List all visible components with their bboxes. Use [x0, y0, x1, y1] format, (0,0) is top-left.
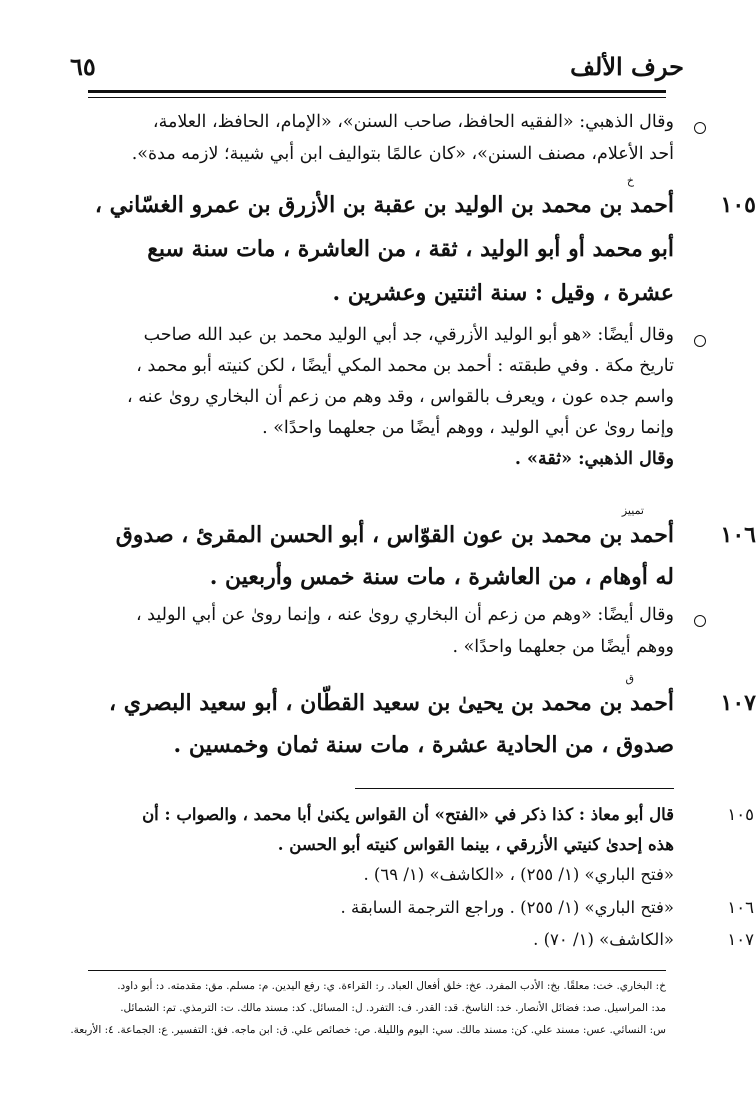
footnote-line: «فتح الباري» (١/ ٢٥٥) ، «الكاشف» (١/ ٦٩) . — [363, 865, 674, 884]
quote-line: وقال الذهبي: «ثقة» . — [514, 449, 674, 469]
entry-line: أبو محمد أو أبو الوليد ، ثقة ، من العاشرة ، مات سنة سبع — [147, 236, 674, 262]
quote-line: وقال أيضًا: «وهم من زعم أن البخاري روىٰ عنه ، وإنما روىٰ عن أبي الوليد ، — [135, 605, 674, 625]
entry-number: ١٠٥ — [720, 192, 756, 218]
circle-bullet-icon — [694, 122, 706, 134]
footnote-line: «الكاشف» (١/ ٧٠) . — [533, 930, 674, 949]
page-number: ٦٥ — [70, 52, 96, 81]
quote-line: وإنما روىٰ عن أبي الوليد ، ووهم أيضًا من جعلهما واحدًا» . — [262, 418, 674, 438]
quote-line: أحد الأعلام، مصنف السنن»، «كان عالمًا بتواليف ابن أبي شيبة؛ لازمه مدة». — [131, 144, 674, 164]
quote-line: وقال الذهبي: «الفقيه الحافظ، صاحب السنن»، «الإمام، الحافظ، العلامة، — [152, 112, 674, 132]
entry-line: صدوق ، من الحادية عشرة ، مات سنة ثمان وخمسين . — [173, 732, 674, 758]
quote-line: وقال أيضًا: «هو أبو الوليد الأزرقي، جد أبي الوليد محمد بن عبد الله صاحب — [143, 325, 674, 345]
footnote-number: ١٠٧ — [727, 930, 754, 949]
circle-bullet-icon — [694, 615, 706, 627]
entry-line: له أوهام ، من العاشرة ، مات سنة خمس وأربعين . — [209, 564, 674, 590]
header-rule-thin — [88, 97, 666, 98]
quote-line: واسم جده عون ، ويعرف بالقواس ، وقد وهم من زعم أن البخاري روىٰ عنه ، — [127, 387, 674, 407]
circle-bullet-icon — [694, 335, 706, 347]
footnote-line: قال أبو معاذ : كذا ذكر في «الفتح» أن القواس يكنىٰ أبا محمد ، والصواب : أن — [142, 805, 674, 824]
source-marker: تمييز — [621, 504, 644, 517]
abbreviations-rule — [88, 970, 666, 971]
footnote-rule — [355, 788, 674, 789]
entry-line: أحمد بن محمد بن الوليد بن عقبة بن الأزرق بن عمرو الغسّاني ، — [94, 192, 674, 218]
quote-line: تاريخ مكة . وفي طبقته : أحمد بن محمد المكي أيضًا ، لكن كنيته أبو محمد ، — [136, 356, 674, 376]
footnote-number: ١٠٦ — [727, 898, 754, 917]
entry-line: عشرة ، وقيل : سنة اثنتين وعشرين . — [332, 280, 674, 306]
page-header — [70, 50, 684, 86]
quote-line: ووهم أيضًا من جعلهما واحدًا» . — [452, 637, 674, 657]
entry-number: ١٠٧ — [720, 690, 756, 716]
abbreviation-line: خ: البخاري. خت: معلقًا. بخ: الأدب المفرد. عخ: خلق أفعال العباد. ر: القراءة. ي: رفع اليدين. م: مسلم. مق: مقدمته. د: أبو داود. — [117, 980, 666, 992]
abbreviation-line: مد: المراسيل. صد: فضائل الأنصار. خد: الناسخ. قد: القدر. ف: التفرد. ل: المسائل. كد: مسند مالك. ت: الترمذي. تم: الشمائل. — [120, 1002, 666, 1014]
source-marker: خ — [626, 174, 634, 187]
entry-number: ١٠٦ — [720, 522, 756, 548]
footnote-line: «فتح الباري» (١/ ٢٥٥) . وراجع الترجمة السابقة . — [340, 898, 674, 917]
page-title: حرف الألف — [570, 52, 684, 81]
entry-line: أحمد بن محمد بن عون القوّاس ، أبو الحسن المقرئ ، صدوق — [115, 522, 674, 548]
abbreviation-line: س: النسائي. عس: مسند علي. كن: مسند مالك. سي: اليوم والليلة. ص: خصائص علي. ق: ابن ماجه. فق: التفسير. ع: الجماعة. ٤: الأربعة. — [70, 1024, 666, 1036]
header-rule-thick — [88, 90, 666, 93]
footnote-number: ١٠٥ — [727, 805, 754, 824]
entry-line: أحمد بن محمد بن يحيىٰ بن سعيد القطّان ، أبو سعيد البصري ، — [108, 690, 674, 716]
source-marker: ق — [625, 672, 634, 685]
footnote-line: هذه إحدىٰ كنيتي الأزرقي ، بينما القواس كنيته أبو الحسن . — [277, 835, 674, 854]
